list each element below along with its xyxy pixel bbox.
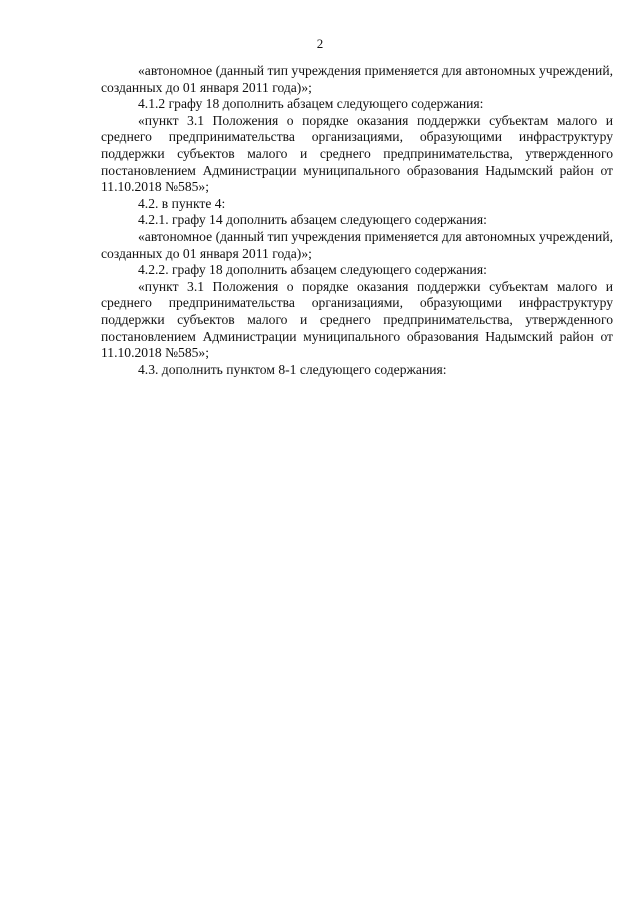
paragraph-4-2-2: 4.2.2. графу 18 дополнить абзацем следующего содержания: — [138, 262, 487, 278]
page-number: 2 — [316, 36, 324, 51]
paragraph-autonomous-quote-1: «автономное (данный тип учреждения применяется для автономных учреждений, созданных до 01 января 2011 года)»; — [101, 63, 613, 95]
paragraph-autonomous-quote-2: «автономное (данный тип учреждения применяется для автономных учреждений, созданных до 01 января 2011 года)»; — [101, 228, 613, 261]
paragraph-4-2: 4.2. в пункте 4: — [138, 195, 226, 211]
paragraph-support-quote-1: «пункт 3.1 Положения о порядке оказания поддержки субъектам малого и среднего предпринимательства организациями, образующими инфраструктуру поддержки субъектов малого и среднего предпринимательства, утвержденного постановлением Администрации муниципального образования Надымский район от 11.10.2018 №585»; — [101, 112, 613, 195]
paragraph-support-quote-2: «пункт 3.1 Положения о порядке оказания поддержки субъектам малого и среднего предпринимательства организациями, образующими инфраструктуру поддержки субъектов малого и среднего предпринимательства, утвержденного постановлением Администрации муниципального образования Надымский район от 11.10.2018 №585»; — [101, 278, 613, 361]
paragraph-4-2-1: 4.2.1. графу 14 дополнить абзацем следующего содержания: — [138, 212, 487, 228]
document-body — [101, 63, 613, 378]
paragraph-4-1-2: 4.1.2 графу 18 дополнить абзацем следующего содержания: — [138, 96, 484, 112]
paragraph-4-3: 4.3. дополнить пунктом 8-1 следующего содержания: — [138, 361, 447, 377]
